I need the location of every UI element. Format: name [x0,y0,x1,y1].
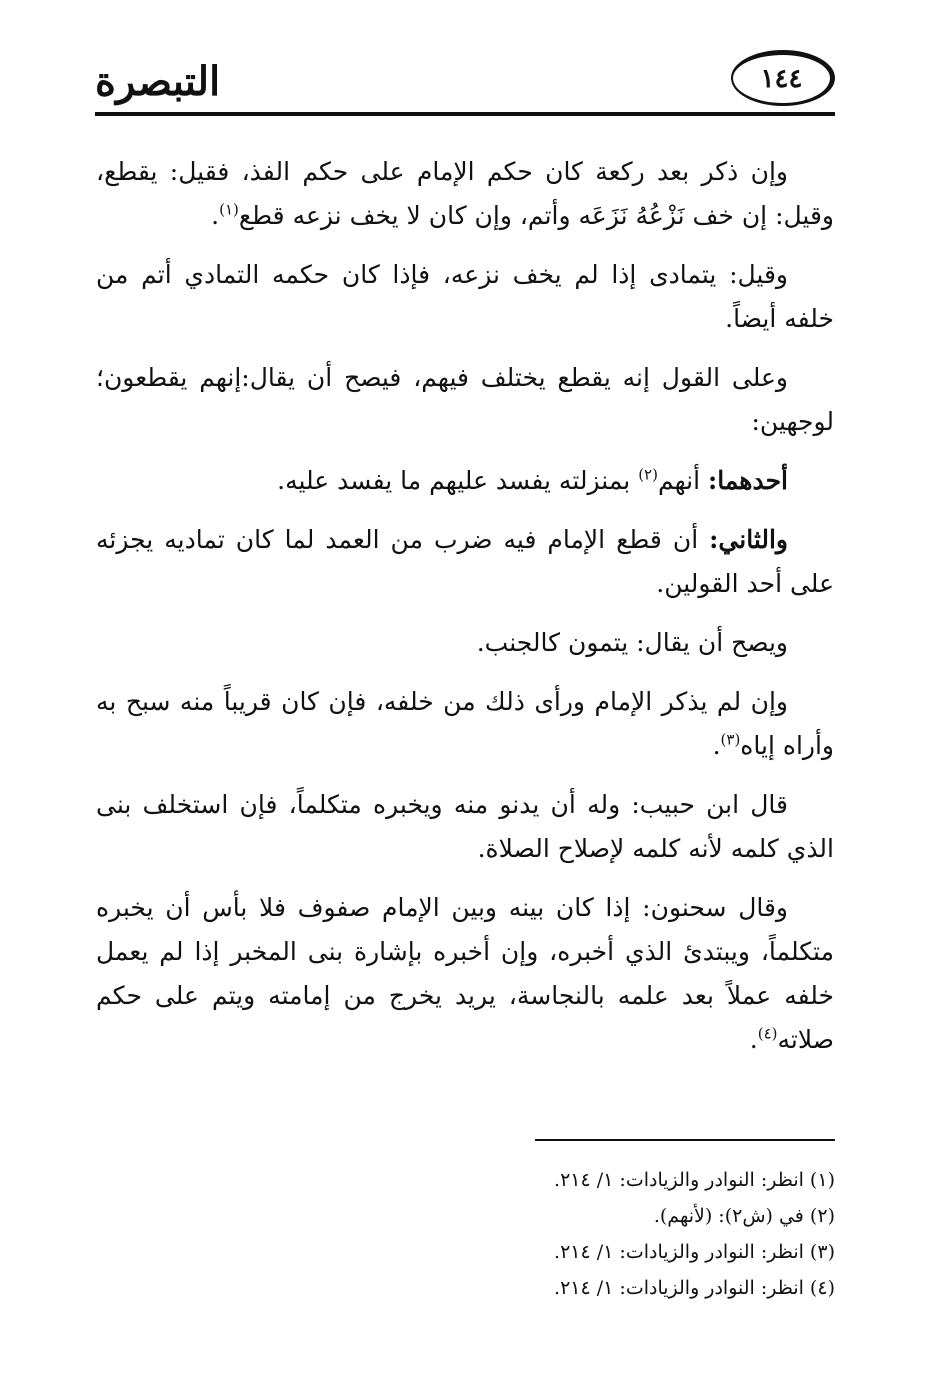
paragraph-4 [96,459,834,503]
paragraph-5-text: أن قطع الإمام فيه ضرب من العمد لما كان تماديه يجزئه على أحد القولين. [96,525,834,598]
paragraph-2 [96,253,834,341]
paragraph-2-text: وقيل: يتمادى إذا لم يخف نزعه، فإذا كان حكمه التمادي أتم من خلفه أيضاً. [96,260,834,333]
paragraph-7 [96,680,834,768]
paragraph-6-text: ويصح أن يقال: يتمون كالجنب. [476,628,788,657]
paragraph-4-lead: أحدهما: [707,466,788,495]
paragraph-6 [96,621,834,665]
footnote-3: (٣) انظر: النوادر والزيادات: ١/ ٢١٤. [554,1241,835,1263]
footnotes [97,1162,835,1306]
paragraph-1-text: وإن ذكر بعد ركعة كان حكم الإمام على حكم الفذ، فقيل: يقطع، وقيل: إن خف نَزْعُهُ نَزَعَه وأتم، وإن كان لا يخف نزعه قطع [96,157,834,230]
footnote-4: (٤) انظر: النوادر والزيادات: ١/ ٢١٤. [554,1277,835,1299]
footnote-ref-4[interactable]: (٤) [757,1024,778,1043]
paragraph-9 [96,886,834,1062]
header-rule [95,112,835,116]
paragraph-9-text: وقال سحنون: إذا كان بينه وبين الإمام صفوف فلا بأس أن يخبره متكلماً، ويبتدئ الذي أخبره، وإن أخبره بإشارة بنى المخبر إذا لم يعمل خلفه عملاً بعد علمه بالنجاسة، يريد يخرج من إمامته ويتم على حكم صلاته [96,893,834,1054]
paragraph-5 [96,518,834,606]
paragraph-8 [96,783,834,871]
paragraph-9-tail: . [749,1025,758,1054]
footnote-1: (١) انظر: النوادر والزيادات: ١/ ٢١٤. [554,1169,835,1191]
page-number-frame [731,50,835,106]
paragraph-5-lead: والثاني: [709,525,788,554]
book-title: التبصرة [95,58,221,105]
page-number: ١٤٤ [760,64,803,94]
footnote-separator [535,1139,835,1141]
paragraph-8-text: قال ابن حبيب: وله أن يدنو منه ويخبره متكلماً، فإن استخلف بنى الذي كلمه لأنه كلمه لإصلاح الصلاة. [96,790,834,863]
paragraph-4-text-before: أنهم [657,466,708,495]
page-header [95,48,835,122]
main-text [96,150,834,1077]
paragraph-1 [96,150,834,238]
footnote-ref-3[interactable]: (٣) [720,730,741,749]
paragraph-7-tail: . [712,731,721,760]
paragraph-4-text-after: بمنزلته يفسد عليهم ما يفسد عليه. [277,466,639,495]
paragraph-3 [96,356,834,444]
paragraph-7-text: وإن لم يذكر الإمام ورأى ذلك من خلفه، فإن كان قريباً منه سبح به وأراه إياه [96,687,834,760]
footnote-ref-2[interactable]: (٢) [638,465,658,484]
paragraph-3-text: وعلى القول إنه يقطع يختلف فيهم، فيصح أن يقال:إنهم يقطعون؛ لوجهين: [96,363,834,436]
paragraph-1-tail: . [211,201,220,230]
footnote-ref-1[interactable]: (١) [219,200,239,219]
footnote-2: (٢) في (ش٢): (لأنهم). [653,1205,835,1227]
